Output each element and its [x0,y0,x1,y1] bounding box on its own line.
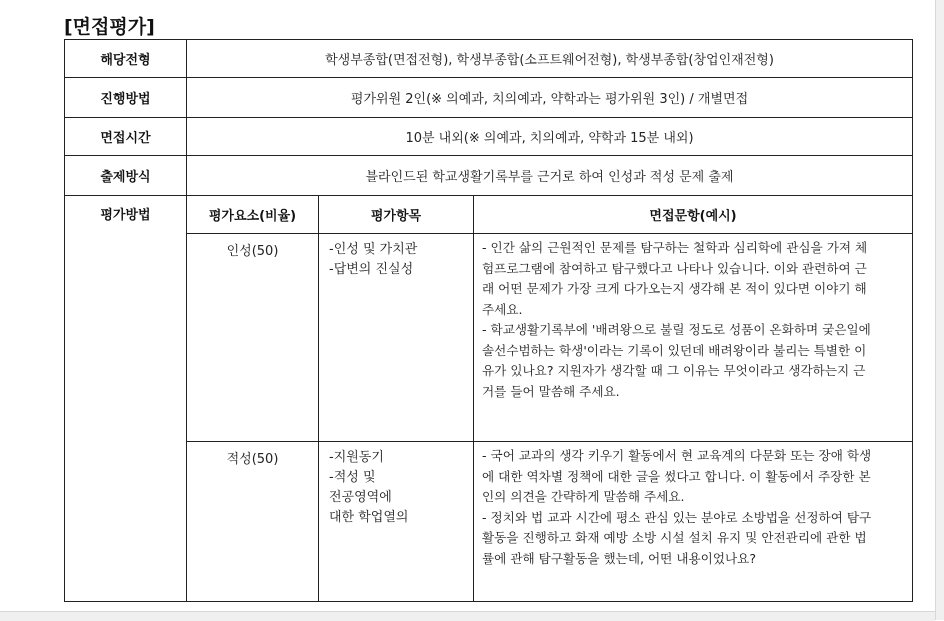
row-value-procedure: 평가위원 2인(※ 의예과, 치의예과, 약학과는 평가위원 3인) / 개별면접 [187,78,913,118]
question-line: 활동을 진행하고 화재 예방 소방 시설 설치 유지 및 안전관리에 관한 법 [482,530,867,545]
row-label-procedure: 진행방법 [65,78,187,118]
list-item: -지원동기 [329,450,384,465]
row-label-evaluation-method: 평가방법 [65,196,187,602]
scrollbar-vertical[interactable] [935,0,944,620]
question-line: - 국어 교과의 생각 키우기 활동에서 현 교육계의 다문화 또는 장애 학생 [482,448,872,463]
question-line: - 정치와 법 교과 시간에 평소 관심 있는 분야로 소방법을 선정하여 탐구 [482,509,872,525]
question-line: 거를 들어 말씀해 주세요. [482,383,620,399]
question-line: 솔선수범하는 학생'이라는 기록이 있던데 배려왕이라 불리는 특별한 이 [482,342,867,358]
header-evaluation-item: 평가항목 [319,196,474,234]
interview-evaluation-table [64,39,913,602]
question-line: - 학교생활기록부에 '배려왕으로 불릴 정도로 성품이 온화하며 궂은일에 [482,322,871,337]
row-value-question-method: 블라인드된 학교생활기록부를 근거로 하여 인성과 적성 문제 출제 [187,156,913,196]
table-row [65,118,913,156]
question-line: 에 대한 역차별 정책에 대한 글을 썼다고 합니다. 이 활동에서 주장한 본 [482,468,871,484]
table-row [65,442,913,602]
question-line: 유가 있나요? 지원자가 생각할 때 그 이유는 무엇이라고 생각하는지 근 [482,363,866,378]
question-line: 인의 의견을 간략하게 말씀해 주세요. [482,489,685,504]
list-item: 전공영역에 [329,490,392,505]
element-questions-aptitude [474,442,913,602]
element-questions-personality [474,234,913,442]
list-item: 대한 학업열의 [329,510,409,525]
row-label-admission-type: 해당전형 [65,40,187,78]
page-title: [면접평가] [64,16,155,38]
question-line: - 인간 삶의 근원적인 문제를 탐구하는 철학과 심리학에 관심을 가져 체 [482,240,868,255]
row-label-question-method: 출제방식 [65,156,187,196]
header-evaluation-element: 평가요소(비율) [187,196,319,234]
question-line: 률에 관해 탐구활동을 했는데, 어떤 내용이었나요? [482,550,757,566]
row-value-admission-type: 학생부종합(면접전형), 학생부종합(소프트웨어전형), 학생부종합(창업인재전형) [187,40,913,78]
table-row [65,78,913,118]
table-row [65,234,913,442]
question-line: 주세요. [482,301,523,317]
row-value-interview-time: 10분 내외(※ 의예과, 치의예과, 약학과 15분 내외) [187,118,913,156]
list-item: -적성 및 [329,470,376,485]
table-row [65,156,913,196]
element-items-aptitude [319,442,474,602]
element-ratio-personality: 인성(50) [187,234,319,442]
table-row [65,40,913,78]
question-line: 래 어떤 문제가 가장 크게 다가오는지 생각해 본 적이 있다면 이야기 해 [482,281,867,296]
row-label-interview-time: 면접시간 [65,118,187,156]
table-row [65,196,913,234]
list-item: -답변의 진실성 [329,262,414,277]
list-item: -인성 및 가치관 [329,242,418,257]
element-ratio-aptitude: 적성(50) [187,442,319,602]
header-question-example: 면접문항(예시) [474,196,913,234]
element-items-personality [319,234,474,442]
question-line: 험프로그램에 참여하고 탐구했다고 나타나 있습니다. 이와 관련하여 근 [482,260,867,276]
